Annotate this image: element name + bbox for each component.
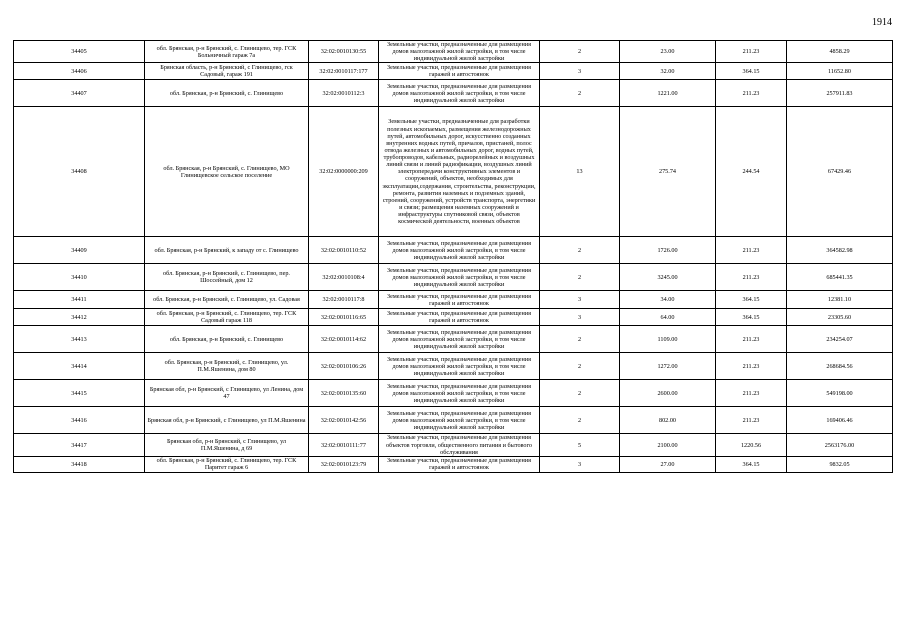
- group-cell: 5: [540, 434, 620, 456]
- group-cell: 3: [540, 456, 620, 472]
- row-number-cell: 34405: [14, 41, 145, 63]
- specific-value-cell: 364.15: [716, 456, 787, 472]
- table-row: [14, 456, 893, 472]
- table-row: [14, 326, 893, 353]
- area-cell: 1221.00: [620, 80, 716, 107]
- group-cell: 13: [540, 107, 620, 237]
- address-cell: обл. Брянская, р-н Брянский, с. Глинищево, тер. ГСК Больничный гараж 7а: [145, 41, 309, 63]
- land-use-cell: Земельные участки, предназначенные для размещения гаражей и автостоянок: [379, 291, 540, 309]
- cadastral-value-cell: 685441.35: [787, 264, 893, 291]
- group-cell: 3: [540, 291, 620, 309]
- group-cell: 2: [540, 353, 620, 380]
- cadastral-number-cell: 32:02:0010142:56: [309, 407, 379, 434]
- land-use-cell: Земельные участки, предназначенные для размещения домов малоэтажной жилой застройки, в том числе индивидуальной жилой застройки: [379, 353, 540, 380]
- specific-value-cell: 244.54: [716, 107, 787, 237]
- address-cell: Брянская обл, р-н Брянский, с Глинищево, ул П.М.Яшенина, д 69: [145, 434, 309, 456]
- cadastral-value-cell: 268684.56: [787, 353, 893, 380]
- cadastral-number-cell: 32:02:0010116:65: [309, 309, 379, 326]
- cadastral-value-cell: 23305.60: [787, 309, 893, 326]
- table-row: [14, 264, 893, 291]
- cadastral-number-cell: 32:02:0010111:77: [309, 434, 379, 456]
- land-use-cell: Земельные участки, предназначенные для размещения домов малоэтажной жилой застройки, в том числе индивидуальной жилой застройки: [379, 237, 540, 264]
- cadastral-number-cell: 32:02:0010110:52: [309, 237, 379, 264]
- specific-value-cell: 211.23: [716, 326, 787, 353]
- row-number-cell: 34408: [14, 107, 145, 237]
- address-cell: обл. Брянская, р-н Брянский, с. Глинищево: [145, 80, 309, 107]
- area-cell: 1726.00: [620, 237, 716, 264]
- land-use-cell: Земельные участки, предназначенные для размещения домов малоэтажной жилой застройки, в том числе индивидуальной жилой застройки: [379, 41, 540, 63]
- table-row: [14, 63, 893, 80]
- group-cell: 2: [540, 80, 620, 107]
- address-cell: обл. Брянская, р-н Брянский, с. Глинищево, ул. Садовая: [145, 291, 309, 309]
- area-cell: 34.00: [620, 291, 716, 309]
- specific-value-cell: 364.15: [716, 309, 787, 326]
- area-cell: 1109.00: [620, 326, 716, 353]
- page-number: 1914: [872, 17, 892, 28]
- cadastral-value-cell: 12381.10: [787, 291, 893, 309]
- specific-value-cell: 211.23: [716, 41, 787, 63]
- cadastral-value-cell: 364582.98: [787, 237, 893, 264]
- cadastral-number-cell: 32:02:0010130:55: [309, 41, 379, 63]
- row-number-cell: 34412: [14, 309, 145, 326]
- row-number-cell: 34409: [14, 237, 145, 264]
- table-row: [14, 309, 893, 326]
- table-row: [14, 41, 893, 63]
- cadastral-value-cell: 257911.83: [787, 80, 893, 107]
- specific-value-cell: 211.23: [716, 80, 787, 107]
- address-cell: обл. Брянская, р-н Брянский, с. Глинищево, тер. ГСК Паритет гараж 6: [145, 456, 309, 472]
- address-cell: обл. Брянская, р-н Брянский, с. Глинищево, ул. П.М.Яшенина, дом 80: [145, 353, 309, 380]
- cadastral-value-cell: 11652.80: [787, 63, 893, 80]
- cadastral-value-cell: 2563176.00: [787, 434, 893, 456]
- cadastral-number-cell: 32:02:0010106:26: [309, 353, 379, 380]
- area-cell: 32.00: [620, 63, 716, 80]
- cadastral-number-cell: 32:02:0010112:3: [309, 80, 379, 107]
- area-cell: 1272.00: [620, 353, 716, 380]
- land-use-cell: Земельные участки, предназначенные для размещения домов малоэтажной жилой застройки, в том числе индивидуальной жилой застройки: [379, 380, 540, 407]
- cadastral-value-cell: 549198.00: [787, 380, 893, 407]
- row-number-cell: 34418: [14, 456, 145, 472]
- row-number-cell: 34417: [14, 434, 145, 456]
- specific-value-cell: 211.23: [716, 237, 787, 264]
- group-cell: 2: [540, 326, 620, 353]
- area-cell: 2600.00: [620, 380, 716, 407]
- table-row: [14, 80, 893, 107]
- address-cell: Брянская обл, р-н Брянский, с Глинищево, ул Ленина, дом 47: [145, 380, 309, 407]
- cadastral-number-cell: 32:02:0010108:4: [309, 264, 379, 291]
- cadastral-value-cell: 9832.05: [787, 456, 893, 472]
- land-use-cell: Земельные участки, предназначенные для разработки полезных ископаемых, размещения железнодорожных путей, автомобильных дорог, искусственно созданных внутренних водных путей, причалов, пристаней, полос отвода железных и автомобильных дорог, водных путей, трубопроводов, кабельных, радиорелейных и воздушных линий связи и линий радиофикации, воздушных линий электропередачи конструктивных элементов и сооружений, объектов, необходимых для эксплуатации,содержания, строительства, реконструкции, ремонта, развития наземных и подземных зданий, строений, сооружений, устройств транспорта, энергетики и связи; размещения наземных сооружений и инфраструктуры спутниковой связи, объектов космической деятельности, военных объектов: [379, 107, 540, 237]
- specific-value-cell: 211.23: [716, 407, 787, 434]
- specific-value-cell: 211.23: [716, 264, 787, 291]
- address-cell: обл. Брянская, р-н Брянский, с. Глинищево, пер. Шоссейный, дом 12: [145, 264, 309, 291]
- table-row: [14, 407, 893, 434]
- cadastral-number-cell: 32:02:0010117:177: [309, 63, 379, 80]
- table-row: [14, 291, 893, 309]
- land-use-cell: Земельные участки, предназначенные для размещения гаражей и автостоянок: [379, 309, 540, 326]
- cadastral-number-cell: 32:02:0010114:62: [309, 326, 379, 353]
- row-number-cell: 34413: [14, 326, 145, 353]
- cadastral-value-table: [13, 40, 893, 473]
- land-use-cell: Земельные участки, предназначенные для размещения домов малоэтажной жилой застройки, в том числе индивидуальной жилой застройки: [379, 264, 540, 291]
- specific-value-cell: 364.15: [716, 291, 787, 309]
- cadastral-value-cell: 234254.07: [787, 326, 893, 353]
- row-number-cell: 34415: [14, 380, 145, 407]
- specific-value-cell: 211.23: [716, 353, 787, 380]
- area-cell: 802.00: [620, 407, 716, 434]
- cadastral-number-cell: 32:02:0010135:60: [309, 380, 379, 407]
- area-cell: 23.00: [620, 41, 716, 63]
- group-cell: 2: [540, 237, 620, 264]
- table-row: [14, 237, 893, 264]
- land-use-cell: Земельные участки, предназначенные для размещения домов малоэтажной жилой застройки, в том числе индивидуальной жилой застройки: [379, 407, 540, 434]
- cadastral-number-cell: 32:02:0000000:209: [309, 107, 379, 237]
- address-cell: обл. Брянская, р-н Брянский, к западу от с. Глинищево: [145, 237, 309, 264]
- cadastral-number-cell: 32:02:0010123:79: [309, 456, 379, 472]
- address-cell: обл. Брянская, р-н Брянский, с. Глинищево, МО Глинищевское сельское поселение: [145, 107, 309, 237]
- specific-value-cell: 1220.56: [716, 434, 787, 456]
- group-cell: 3: [540, 309, 620, 326]
- group-cell: 2: [540, 41, 620, 63]
- row-number-cell: 34416: [14, 407, 145, 434]
- land-use-cell: Земельные участки, предназначенные для размещения домов малоэтажной жилой застройки, в том числе индивидуальной жилой застройки: [379, 326, 540, 353]
- row-number-cell: 34406: [14, 63, 145, 80]
- specific-value-cell: 211.23: [716, 380, 787, 407]
- address-cell: Брянская обл, р-н Брянский, с Глинищево, ул П.М.Яшенина: [145, 407, 309, 434]
- specific-value-cell: 364.15: [716, 63, 787, 80]
- land-use-cell: Земельные участки, предназначенные для размещения гаражей и автостоянок: [379, 456, 540, 472]
- table-row: [14, 353, 893, 380]
- area-cell: 64.00: [620, 309, 716, 326]
- area-cell: 27.00: [620, 456, 716, 472]
- cadastral-value-cell: 67429.46: [787, 107, 893, 237]
- address-cell: обл. Брянская, р-н Брянский, с. Глинищево: [145, 326, 309, 353]
- land-use-cell: Земельные участки, предназначенные для размещения домов малоэтажной жилой застройки, в том числе индивидуальной жилой застройки: [379, 80, 540, 107]
- area-cell: 3245.00: [620, 264, 716, 291]
- address-cell: Брянская область, р-н Брянский, с Глинищево, гск Садовый, гараж 191: [145, 63, 309, 80]
- row-number-cell: 34414: [14, 353, 145, 380]
- row-number-cell: 34411: [14, 291, 145, 309]
- row-number-cell: 34410: [14, 264, 145, 291]
- address-cell: обл. Брянская, р-н Брянский, с. Глинищево, тер. ГСК Садовый гараж 118: [145, 309, 309, 326]
- row-number-cell: 34407: [14, 80, 145, 107]
- table-row: [14, 434, 893, 456]
- land-use-cell: Земельные участки, предназначенные для размещения объектов торговли, общественного питания и бытового обслуживания: [379, 434, 540, 456]
- cadastral-value-cell: 4858.29: [787, 41, 893, 63]
- group-cell: 2: [540, 407, 620, 434]
- group-cell: 2: [540, 264, 620, 291]
- land-use-cell: Земельные участки, предназначенные для размещения гаражей и автостоянок: [379, 63, 540, 80]
- area-cell: 2100.00: [620, 434, 716, 456]
- group-cell: 3: [540, 63, 620, 80]
- area-cell: 275.74: [620, 107, 716, 237]
- group-cell: 2: [540, 380, 620, 407]
- cadastral-value-cell: 169406.46: [787, 407, 893, 434]
- cadastral-number-cell: 32:02:0010117:8: [309, 291, 379, 309]
- table-row: [14, 380, 893, 407]
- table-row: [14, 107, 893, 237]
